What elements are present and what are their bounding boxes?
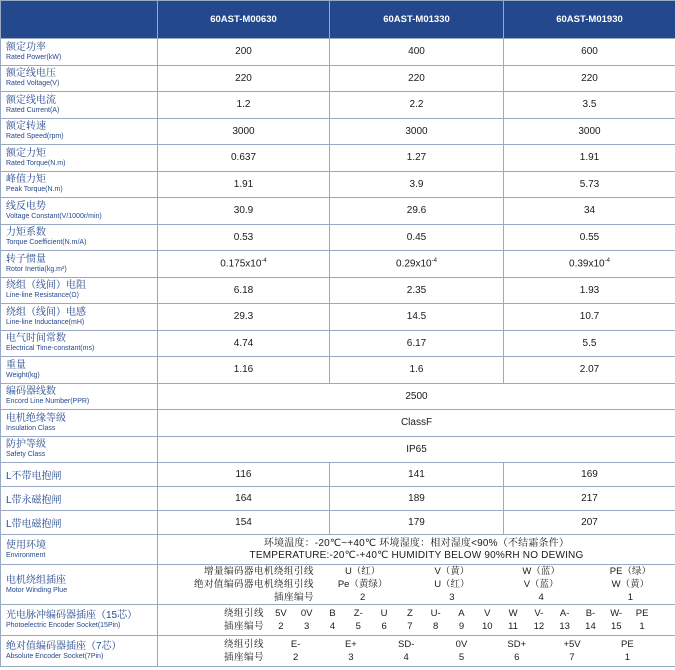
- spec-row-label-cn: 电气时间常数: [6, 333, 66, 345]
- spec-row-label-cn: 重量: [6, 359, 26, 371]
- spec-value: 0.637: [158, 145, 330, 172]
- spec-row-label: [1, 304, 158, 331]
- header-label-cn: 电机型号: [7, 9, 47, 21]
- abs_encoder-grid-label: 绕组引线: [223, 639, 264, 650]
- spec-row: [1, 171, 675, 198]
- header-row: [1, 1, 675, 39]
- winding-grid-value: 4: [538, 592, 544, 603]
- spec-value: 29.6: [330, 198, 504, 225]
- spec-value: 2.35: [330, 277, 504, 304]
- brake-row-label: [1, 487, 158, 511]
- photo_encoder-label-cn: 光电脉冲编码器插座（15芯）: [6, 610, 138, 621]
- environment-label-en: Environment: [6, 551, 46, 559]
- brake-value: 169: [504, 463, 675, 487]
- shared-row: [1, 383, 675, 410]
- winding-grid-cell: [158, 565, 675, 605]
- spec-row-label: [1, 357, 158, 384]
- spec-value: 1.2: [158, 92, 330, 119]
- photo_encoder-grid-value: 5V: [275, 608, 287, 619]
- brake-row-label: [1, 511, 158, 535]
- spec-value: 0.55: [504, 224, 675, 251]
- environment-row: [1, 535, 675, 565]
- photo_encoder-row: [1, 605, 675, 636]
- spec-value: 220: [504, 65, 675, 92]
- shared-row: [1, 436, 675, 463]
- photo_encoder-grid-value: Z: [406, 608, 413, 619]
- winding-grid-value: 2: [359, 592, 366, 603]
- winding-grid-value: W（黄）: [611, 579, 650, 590]
- brake-value: 189: [330, 487, 504, 511]
- photo_encoder-grid-value: V: [484, 608, 491, 619]
- abs_encoder-grid-value: 0V: [455, 639, 468, 650]
- spec-value: 3000: [330, 118, 504, 145]
- abs_encoder-grid-row: [158, 638, 675, 651]
- photo_encoder-grid-value: 13: [559, 621, 570, 632]
- spec-row-label-en: Rated Torque(N.m): [6, 159, 66, 167]
- photo_encoder-grid-value: 14: [585, 621, 596, 632]
- photo_encoder-grid-value: V-: [534, 608, 544, 619]
- shared-row-label: [1, 436, 158, 463]
- winding-label: [1, 565, 158, 605]
- shared-row-label-en: Insulation Class: [6, 424, 56, 432]
- abs_encoder-grid-value: 1: [624, 652, 630, 663]
- spec-row-label: [1, 330, 158, 357]
- shared-value: ClassF: [158, 410, 675, 437]
- winding-grid-value: Pe（黄绿）: [337, 579, 388, 590]
- spec-row-label-en: Rated Voltage(V): [6, 80, 60, 88]
- environment-line-en: TEMPERATURE:-20℃-+40℃ HUMIDITY BELOW 90%RH NO DEWING: [249, 549, 584, 561]
- environment-line-cn: 环境温度：-20℃~+40℃ 环境湿度：相对湿度<90%（不结霜条件）: [263, 537, 570, 549]
- photo_encoder-grid-value: A-: [559, 608, 570, 619]
- spec-row-label: [1, 39, 158, 66]
- spec-row-label: [1, 92, 158, 119]
- photo_encoder-grid-value: 10: [481, 621, 493, 632]
- winding-grid-value: U（红）: [344, 566, 381, 577]
- winding-row: [1, 565, 675, 605]
- abs_encoder-grid-value: 5: [458, 652, 465, 663]
- inertia-value: [158, 251, 330, 278]
- brake-value: 179: [330, 511, 504, 535]
- spec-row-label-cn: 额定线电压: [6, 68, 56, 80]
- brake-row: [1, 463, 675, 487]
- photo_encoder-grid-cell: [158, 605, 675, 636]
- shared-row: [1, 410, 675, 437]
- spec-row-label-en: Weight(kg): [6, 371, 40, 379]
- photo_encoder-grid-value: 11: [508, 621, 518, 632]
- abs_encoder-grid-value: 3: [348, 652, 354, 663]
- spec-row-label: [1, 118, 158, 145]
- winding-grid-row: [158, 565, 675, 578]
- spec-value: 0.53: [158, 224, 330, 251]
- shared-row-label-cn: 电机绝缘等级: [6, 412, 66, 424]
- abs_encoder-grid-value: E+: [344, 639, 357, 650]
- spec-row-label-en: Line-line Resistance(Ω): [6, 292, 79, 300]
- spec-row-label-cn: 额定转速: [6, 121, 46, 133]
- header-model-3: 60AST-M01930: [504, 1, 675, 39]
- spec-value: 6.18: [158, 277, 330, 304]
- spec-value: 30.9: [158, 198, 330, 225]
- inertia-base: 0.29x10: [396, 258, 432, 270]
- spec-value: 3.5: [504, 92, 675, 119]
- photo_encoder-grid-value: U: [380, 608, 388, 619]
- photo_encoder-grid-spacer: [655, 620, 675, 633]
- brake-value: 141: [330, 463, 504, 487]
- brake-value: 207: [504, 511, 675, 535]
- winding-grid-label: 绝对值编码器电机绕组引线: [193, 579, 314, 590]
- spec-row-label: [1, 224, 158, 251]
- spec-value: 1.16: [158, 357, 330, 384]
- inertia-label-en: Rotor Inertia(kg.m²): [6, 265, 67, 273]
- spec-row-label-cn: 线反电势: [6, 200, 46, 212]
- spec-value: 4.74: [158, 330, 330, 357]
- photo_encoder-grid-value: B-: [585, 608, 596, 619]
- inertia-value: [330, 251, 504, 278]
- photo_encoder-grid-value: 12: [533, 621, 545, 632]
- inertia-value: [504, 251, 675, 278]
- photo_encoder-grid-value: 15: [610, 621, 622, 632]
- spec-value: 3000: [158, 118, 330, 145]
- spec-row-label-cn: 额定力矩: [6, 147, 46, 159]
- spec-value: 29.3: [158, 304, 330, 331]
- photo_encoder-grid-label: 绕组引线: [223, 608, 264, 619]
- photo_encoder-grid: [158, 607, 675, 633]
- spec-value: 200: [158, 39, 330, 66]
- spec-value: 5.73: [504, 171, 675, 198]
- photo_encoder-grid-row: [158, 607, 675, 620]
- abs_encoder-grid-value: 4: [403, 652, 409, 663]
- spec-value: 0.45: [330, 224, 504, 251]
- spec-value: 10.7: [504, 304, 675, 331]
- brake-value: 164: [158, 487, 330, 511]
- spec-row-label-en: Peak Torque(N.m): [6, 186, 63, 194]
- photo_encoder-grid-value: Z-: [353, 608, 363, 619]
- spec-row-label-en: Electrical Time-constant(ms): [6, 345, 95, 353]
- winding-grid-label: 插座编号: [273, 592, 314, 603]
- spec-row-label-cn: 力矩系数: [6, 227, 46, 239]
- spec-row: [1, 330, 675, 357]
- spec-row-label-en: Line-line Inductance(mH): [6, 318, 85, 326]
- abs_encoder-grid: [158, 638, 675, 664]
- abs_encoder-grid-row: [158, 651, 675, 664]
- winding-grid-row: [158, 578, 675, 591]
- environment-label: [1, 535, 158, 565]
- winding-grid-value: W（蓝）: [522, 566, 560, 577]
- shared-row-label: [1, 410, 158, 437]
- abs_encoder-row: [1, 636, 675, 667]
- photo_encoder-grid-value: 0V: [300, 608, 313, 619]
- environment-value: [158, 535, 675, 565]
- spec-row-label-en: Torque Coefficient(N.m/A): [6, 239, 87, 247]
- environment-label-cn: 使用环境: [6, 539, 46, 551]
- shared-row-label: [1, 383, 158, 410]
- brake-value: 116: [158, 463, 330, 487]
- spec-row-label-cn: 额定功率: [6, 41, 46, 53]
- spec-row-label-cn: 绕组（线间）电阻: [6, 280, 86, 292]
- winding-grid-value: 3: [449, 592, 455, 603]
- brake-row-label-text: L带永磁抱闸: [6, 494, 62, 506]
- abs_encoder-grid-spacer: [655, 651, 675, 664]
- winding-grid-value: V（蓝）: [523, 579, 559, 590]
- abs_encoder-label: [1, 636, 158, 667]
- spec-row-label-cn: 绕组（线间）电感: [6, 306, 86, 318]
- abs_encoder-grid-cell: [158, 636, 675, 667]
- photo_encoder-grid-label: 插座编号: [223, 621, 264, 632]
- spec-row-label-en: Rated Current(A): [6, 106, 60, 114]
- spec-row-label: [1, 65, 158, 92]
- spec-row: [1, 277, 675, 304]
- photo_encoder-grid-value: B: [329, 608, 336, 619]
- abs_encoder-grid-value: PE: [621, 639, 634, 650]
- winding-grid-label: 增量编码器电机绕组引线: [203, 566, 314, 577]
- photo_encoder-grid-value: U-: [430, 608, 441, 619]
- spec-value: 5.5: [504, 330, 675, 357]
- abs_encoder-grid-value: SD+: [507, 639, 527, 650]
- photo_encoder-grid-value: 9: [458, 621, 465, 632]
- photo_encoder-grid-value: 2: [278, 621, 284, 632]
- header-label-cell: [1, 1, 158, 39]
- spec-row-label-en: Rated Speed(rpm): [6, 133, 64, 141]
- winding-grid-value: V（黄）: [434, 566, 470, 577]
- shared-row-label-cn: 编码器线数: [6, 386, 56, 398]
- photo_encoder-grid-value: 6: [381, 621, 387, 632]
- winding-label-cn: 电机绕组插座: [6, 574, 66, 586]
- spec-row: [1, 198, 675, 225]
- spec-row: [1, 39, 675, 66]
- abs_encoder-grid-value: SD-: [398, 639, 415, 650]
- spec-row: [1, 357, 675, 384]
- abs_encoder-label-en: Absolute Encoder Socket(7Pin): [6, 653, 104, 660]
- spec-value: 2.2: [330, 92, 504, 119]
- brake-row-label: [1, 463, 158, 487]
- spec-row-label-en: Voltage Constant(V/1000r/min): [6, 212, 102, 220]
- photo_encoder-grid-spacer: [655, 607, 675, 620]
- header-model-2: 60AST-M01330: [330, 1, 504, 39]
- spec-value: 400: [330, 39, 504, 66]
- spec-value: 34: [504, 198, 675, 225]
- brake-row: [1, 487, 675, 511]
- spec-value: 220: [158, 65, 330, 92]
- inertia-label-cn: 转子惯量: [6, 253, 46, 265]
- spec-row: [1, 145, 675, 172]
- photo_encoder-grid-value: A: [458, 608, 465, 619]
- photo_encoder-grid-value: 7: [407, 621, 413, 632]
- spec-value: 600: [504, 39, 675, 66]
- photo_encoder-grid-value: 3: [304, 621, 310, 632]
- spec-value: 3.9: [330, 171, 504, 198]
- spec-value: 1.6: [330, 357, 504, 384]
- photo_encoder-grid-value: 8: [433, 621, 439, 632]
- winding-grid-value: U（红）: [434, 579, 470, 590]
- abs_encoder-grid-value: 7: [569, 652, 575, 663]
- photo_encoder-label-en: Photoelectric Encoder Socket(15Pin): [6, 622, 121, 629]
- winding-grid: [158, 565, 675, 604]
- spec-row: [1, 65, 675, 92]
- photo_encoder-label: [1, 605, 158, 636]
- header-model-1: 60AST-M00630: [158, 1, 330, 39]
- winding-grid-row: [158, 591, 675, 604]
- spec-row: [1, 92, 675, 119]
- winding-label-en: Motor Winding Plue: [6, 586, 68, 594]
- inertia-base: 0.175x10: [220, 258, 262, 270]
- shared-row-label-en: Safety Class: [6, 451, 46, 459]
- photo_encoder-grid-value: 1: [639, 621, 645, 632]
- winding-grid-value: PE（绿）: [609, 566, 651, 577]
- shared-value: 2500: [158, 383, 675, 410]
- inertia-base: 0.39x10: [569, 258, 605, 270]
- spec-value: 220: [330, 65, 504, 92]
- inertia-exponent: -4: [261, 258, 267, 265]
- spec-row-label: [1, 277, 158, 304]
- header-label-en: MOTOR MODEL: [7, 21, 62, 29]
- brake-row-label-text: L不带电抱闸: [6, 470, 62, 482]
- photo_encoder-grid-value: 5: [355, 621, 361, 632]
- spec-row-label-cn: 峰值力矩: [6, 174, 46, 186]
- brake-value: 154: [158, 511, 330, 535]
- spec-row-label: [1, 171, 158, 198]
- abs_encoder-grid-value: E-: [290, 639, 301, 650]
- spec-row-label: [1, 145, 158, 172]
- spec-value: 3000: [504, 118, 675, 145]
- photo_encoder-grid-value: 4: [329, 621, 336, 632]
- abs_encoder-grid-spacer: [655, 638, 675, 651]
- spec-row: [1, 304, 675, 331]
- abs_encoder-grid-value: 2: [292, 652, 299, 663]
- spec-row: [1, 224, 675, 251]
- brake-value: 217: [504, 487, 675, 511]
- spec-value: 1.91: [504, 145, 675, 172]
- spec-value: 14.5: [330, 304, 504, 331]
- brake-row-label-text: L带电磁抱闸: [6, 518, 62, 530]
- spec-value: 1.91: [158, 171, 330, 198]
- winding-grid-value: 1: [627, 592, 634, 603]
- photo_encoder-grid-row: [158, 620, 675, 633]
- abs_encoder-grid-value: 6: [514, 652, 520, 663]
- inertia-label: [1, 251, 158, 278]
- photo_encoder-grid-value: W: [508, 608, 518, 619]
- spec-row-inertia: [1, 251, 675, 278]
- brake-row: [1, 511, 675, 535]
- photo_encoder-grid-value: W-: [610, 608, 623, 619]
- inertia-exponent: -4: [431, 258, 437, 265]
- spec-value: 1.93: [504, 277, 675, 304]
- spec-value: 1.27: [330, 145, 504, 172]
- spec-value: 2.07: [504, 357, 675, 384]
- spec-row-label-cn: 额定线电流: [6, 94, 56, 106]
- abs_encoder-label-cn: 绝对值编码器插座（7芯）: [6, 641, 122, 652]
- shared-value: IP65: [158, 436, 675, 463]
- photo_encoder-grid-value: PE: [635, 608, 649, 619]
- inertia-exponent: -4: [604, 258, 610, 265]
- abs_encoder-grid-label: 插座编号: [223, 652, 264, 663]
- shared-row-label-en: Encord Line Number(PPR): [6, 398, 90, 406]
- spec-value: 6.17: [330, 330, 504, 357]
- spec-row-label: [1, 198, 158, 225]
- abs_encoder-grid-value: +5V: [563, 639, 581, 650]
- spec-row-label-en: Rated Power(kW): [6, 53, 62, 61]
- spec-row: [1, 118, 675, 145]
- shared-row-label-cn: 防护等级: [6, 439, 46, 451]
